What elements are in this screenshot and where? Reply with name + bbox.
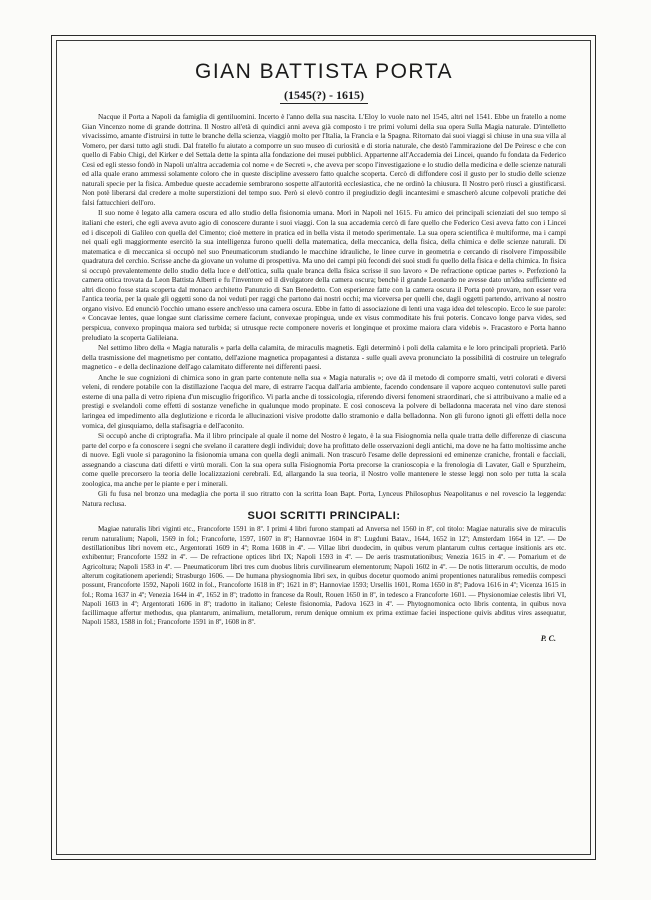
life-dates-text: (1545(?) - 1615) [280,88,368,104]
paragraph-3: Nel settimo libro della « Magia naturalis » parla della calamita, de miraculis magnetis. Egli determinò i poli della calamita e le loro principali proprietà. Parlò della trasmissione del magnetismo per contatto, dell'azione magnetica propagantesi a distanza - sulle quali aveva pronunciato la possibilità di costruire un telegrafo magnetico - e della declinazione dell'ago calamitato differente nei differenti paesi. [82,343,566,372]
article-title: GIAN BATTISTA PORTA [195,60,453,83]
paragraph-6: Gli fu fusa nel bronzo una medaglia che porta il suo ritratto con la scritta Ioan Bapt. Porta, Lynceus Philosophus Neapolitanus e nel rovescio la leggenda: Natura reclusa. [82,489,566,508]
author-signature: P. C. [540,633,556,643]
paragraph-4: Anche le sue cognizioni di chimica sono in gran parte contenute nella sua « Magia naturalis »; ove dà il metodo di comporre smalti, vetri colorati e diversi veleni, di rendere potabile con la distillazione l'acqua del mare, di estrarre l'acqua dall'aria ambiente, facendo condensare il vapore acqueo contenutovi sulle pareti esterne di una palla di vetro ripiena d'un miscuglio frigorifico. Vi parla anche di tossicologia, riferendo diversi fenomeni straordinari, che si attribuivano a malie ed a prestigi e svelandoli come effetti di sostanze venefiche in qualunque modo propinate. E così conosceva la polvere di belladonna macerata nel vino dare stenosi laringea ed impedimento alla deglutizione e ricorda le allucinazioni visive prodotte dallo stramonio e dalla belladonna. Non gli furono ignoti gli effetti della noce vomica, del giusquiamo, della stafisagria e dell'aconito. [82,372,566,430]
works-list: Magiae naturalis libri viginti etc., Francoforte 1591 in 8º. I primi 4 libri furono stampati ad Anversa nel 1560 in 8º, col titolo: Magiae naturalis sive de miraculis rerum naturalium; Napoli, 1569 in fol.; Francoforte, 1597, 1607 in 8º; Hannovrae 1604 in 8º: Lugduni Batav., 1644, 1652 in 12º; Amsterdam 1664 in 12º. — De destillationibus libri novem etc., Argentorati 1609 in 4º; Roma 1608 in 4º. — Villae libri duodecim, in quibus verum plantarum cultus certaque insitionis ars etc. exhibentur; Francoforte 1592 in 4º. — De refractione optices libri IX; Napoli 1593 in 4º. — De aeris trasmutationibus; Venezia 1615 in 4º. — Pomarium et de Agricoltura; Napoli 1583 in 4º. — Pneumaticorum libri tres cum duobus libris curvilinearum elementorum; Napoli 1602 in 4º. — De notis litterarum occultis, de modo alterum cogitationem aperiendi; Strasburgo 1606. — De humana physiognomia libri sex, in quibus docetur quomodo animi propentiones naturalibus remediis compesci possunt, Francoforte 1592, Napoli 1602 in fol., Francoforte 1618 in 8º; 1621 in 8º; Hannoviae 1593; Ursellis 1601, Roma 1650 in 8º; Padova 1616 in 4º; Vicenza 1615 in fol.; Roma 1637 in 4º; Venezia 1644 in 4º, 1652 in 8º; tradotto in francese da Roult, Rouen 1650 in 8º, in tedesco a Francoforte 1601. — Physionomiae celestis libri VI, Napoli 1603 in 4º; Argentorati 1606 in 8º; tradotto in italiano; Celeste fisionomia, Padova 1623 in 4º. — Phytognomonica octo libris contenta, in quibus nova facillimaque affertur methodus, qua plantarum, animalium, metallorum, rerum denique omnium ex prima extimae faciei inspectione quivis abditus vires assequatur, Napoli 1583, 1588 in fol.; Francoforte 1591 in 8º, 1608 in 8º. [82,525,566,627]
article-body [82,52,566,847]
paragraph-2: Il suo nome è legato alla camera oscura ed allo studio della fisionomia umana. Morì in Napoli nel 1615. Fu amico dei principali scienziati del suo tempo sì italiani che esteri, che egli aveva avuto agio di conoscere durante i suoi viaggi. Con la sua accademia cercò di fare quello che Federico Cesi aveva fatto con i Lincei ed i discepoli di Galileo con quella del Cimento; cioè mettere in pratica ed in bella vista il metodo sperimentale. La sua opera scientifica è multiforme, ma i campi nei quali egli maggiormente esercitò la sua intelligenza furono quelli della matematica, della meccanica, della fisica, della chimica e delle scienze naturali. Di matematica e di meccanica si occupò nel suo Pneumaticorum studiando le macchine idrauliche, le linee curve in geometria e cercando di risolvere l'impossibile quadratura del cerchio. Scrisse anche da giovane un volume di prospettiva. Ma uno dei campi più fecondi dei suoi studi fu quello della fisica e della chimica. In fisica si occupò prevalentemente dello studio della luce e dell'ottica, sulla quale branca della fisica scrisse il suo lavoro « De refractione opticae partes ». Perfezionò la camera ottica trovata da Leon Battista Alberti e fu l'inventore ed il divulgatore della camera oscura; benchè il grande Leonardo ne avesse dato un'idea sufficiente ed altri dicono fosse stata scoperta dal monaco architetto Panunzio di San Benedetto. Con esperienze fatte con la camera oscura il Porta potè provare, non esser vera l'antica teoria, per la quale gli oggetti sono da noi veduti per raggi che partono dai nostri occhi; ma viceversa per quelli che, dagli oggetti partendo, arrivano al nostro organo visivo. Ed enunciò l'occhio umano essere anch'esso una camera oscura. Ebbe in fatto di associazione di lenti una vaga idea del telescopio. Ecco le sue parole: « Concavae lentes, quae longae sunt clarissime cernere faciunt, convexae propingua, unde ex visus commoditate his frui poteris. Concavo longe parva vides, sed perspicua, convexo propinqua maiora sed turbida; si utrusque recte componere noveris et longinque et proxime maiora clara videbis ». Fracastoro e Porta hanno preludiato la scoperta Galileiana. [82,208,566,342]
life-dates [82,88,566,102]
works-heading: SUOI SCRITTI PRINCIPALI: [247,510,401,523]
paragraph-5: Si occupò anche di criptografia. Ma il libro principale al quale il nome del Nostro è legato, è la sua Fisiognomia nella quale tratta delle differenze di ciascuna parte del corpo e fa conoscere i segni che svelano il carattere degli individui; dove ha profittato delle osservazioni degli antichi, ma dove ne ha fatto moltissime anche di nuove. Egli vuole si paragonino la fisionomia umana con quella degli animali. Non trascurò l'esame delle depressioni ed eminenze craniche, frontali e facciali, assegnando a ciascuna dati difetti e virtù morali. Con la sua opera sulla Fisiognomia Porta precorse la cranioscopia e la frenologia di Lavater, Gall e Spurzheim, come quelle precorsero la teoria delle localizzazioni cerebrali. Ed, allargando la sua teoria, il Nostro volle mantenere le stesse leggi non solo per tutta la scala zoologica, ma anche per le piante e per i minerali. [82,431,566,488]
paragraph-1: Nacque il Porta a Napoli da famiglia di gentiluomini. Incerto è l'anno della sua nascita. L'Eloy lo vuole nato nel 1545, altri nel 1541. Ebbe un fratello a nome Gian Vincenzo nome di grande dottrina. Il Nostro all'età di quindici anni aveva già composto i tre primi volumi della sua opera Sulla Magia naturale. D'intelletto vivacissimo, amante d'istruirsi in tutte le branche della scienza, viaggiò molto per l'Italia, la Francia e la Spagna. Ritornato dai suoi viaggi si chiuse in una sua villa al Vomero, per darsi tutto agli studi. Dal fratello fu aiutato a comporre un suo museo di curiosità e di storia naturale, che destò l'ammirazione del De Peiresc e che con quello di Fabio Chigi, del Kirker e del Settala dette la spinta alla fondazione dei musei pubblici. Appartenne all'Accademia dei Lincei, quando fu fondata da Federico Cesi ed egli stesso fondò in Napoli un'altra accademia col nome « de Secreti », che aveva per scopo l'investigazione e lo studio della medicina e delle scienze naturali ed alla quale erano ammessi solamente coloro che in queste discipline avessero fatto qualche scoperta. Cercò di diffondere così il gusto per lo studio delle scienze naturali specie per la fisica. Ambedue queste accademie sembrarono sospette all'autorità ecclesiastica, che ne ordinò la chiusura. Il Nostro però riuscì a giustificarsi. Non potè liberarsi dal credere a molte superstizioni del tempo suo. Però si elevò contro il pregiudizio degli incantesimi e smascherò alcune colpevoli pratiche dei falsi fattucchieri dell'oro. [82,112,566,207]
